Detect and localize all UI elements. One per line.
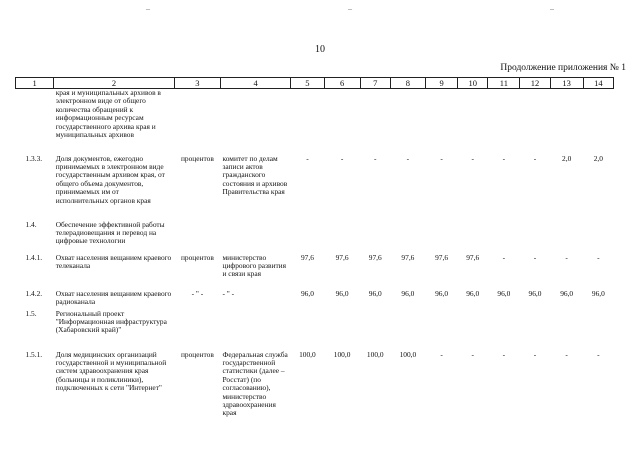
value-cell: - — [471, 349, 474, 359]
responsible-cell: министерство цифрового развития и связи края — [222, 252, 287, 279]
value-cell: - — [502, 153, 506, 163]
unit-cell — [174, 89, 220, 155]
value-cell: - — [306, 153, 309, 163]
column-header-12: 12 — [520, 78, 550, 89]
value-cell — [390, 89, 425, 155]
value-cell — [425, 310, 457, 351]
value-cell: - — [471, 153, 474, 163]
unit-cell: - " - — [191, 288, 204, 298]
value-cell: 2,0 — [562, 153, 572, 163]
column-header-7: 7 — [360, 78, 390, 89]
value-cell — [520, 310, 550, 351]
value-cell: - — [533, 252, 537, 262]
column-header-5: 5 — [291, 78, 324, 89]
value-cell: - — [597, 349, 600, 359]
value-cell: 100,0 — [299, 349, 316, 359]
value-cell: 97,6 — [300, 252, 314, 262]
value-cell — [425, 221, 457, 254]
scan-mark-3: _ — [550, 2, 554, 11]
value-cell: 96,0 — [401, 288, 415, 298]
unit-cell: процентов — [180, 153, 214, 163]
value-cell: - — [440, 349, 443, 359]
value-cell: 96,0 — [335, 288, 349, 298]
value-cell: 96,0 — [497, 288, 511, 298]
row-number: 1.5.1. — [25, 349, 43, 359]
value-cell: 96,0 — [591, 288, 605, 298]
scan-mark-2: _ — [348, 2, 352, 11]
value-cell — [324, 221, 360, 254]
column-header-13: 13 — [550, 78, 583, 89]
value-cell: 97,6 — [401, 252, 415, 262]
indicators-table — [15, 77, 614, 423]
column-header-6: 6 — [324, 78, 360, 89]
column-header-4: 4 — [221, 78, 291, 89]
column-header-3: 3 — [174, 78, 220, 89]
value-cell: 100,0 — [399, 349, 417, 359]
value-cell: - — [502, 252, 506, 262]
value-cell — [291, 221, 324, 254]
value-cell: 2,0 — [593, 153, 603, 163]
value-cell: 96,0 — [528, 288, 542, 298]
responsible-cell — [221, 221, 291, 254]
value-cell: - — [565, 349, 568, 359]
row-number — [16, 89, 54, 155]
row-number: 1.4.1. — [25, 252, 43, 262]
column-header-9: 9 — [425, 78, 457, 89]
value-cell — [458, 310, 488, 351]
column-header-8: 8 — [390, 78, 425, 89]
value-cell: 97,6 — [335, 252, 349, 262]
indicator-name: Доля документов, ежегодно принимаемых в электронном виде государственным архивом края, от общего объема документов, принимаемых им от исполнительных органов края — [55, 153, 165, 205]
column-header-2: 2 — [54, 78, 175, 89]
table-row — [16, 155, 614, 221]
value-cell — [458, 89, 488, 155]
value-cell — [390, 221, 425, 254]
table-row — [16, 310, 614, 351]
value-cell — [291, 89, 324, 155]
responsible-cell — [221, 89, 291, 155]
column-header-10: 10 — [458, 78, 488, 89]
indicator-name: Обеспечение эффективной работы телерадиовещания и перевод на цифровые технологии — [55, 219, 165, 246]
value-cell — [550, 221, 583, 254]
value-cell — [458, 221, 488, 254]
value-cell — [324, 89, 360, 155]
value-cell: 100,0 — [366, 349, 384, 359]
table-row — [16, 351, 614, 423]
value-cell: - — [340, 153, 344, 163]
table-body — [16, 89, 614, 423]
value-cell — [488, 221, 520, 254]
value-cell — [520, 89, 550, 155]
responsible-cell: - " - — [222, 288, 235, 298]
column-header-11: 11 — [488, 78, 520, 89]
row-number: 1.4.2. — [25, 288, 43, 298]
value-cell: - — [374, 153, 377, 163]
value-cell — [360, 221, 390, 254]
responsible-cell — [221, 310, 291, 351]
value-cell — [488, 89, 520, 155]
value-cell: - — [406, 153, 410, 163]
page-number: 10 — [315, 44, 325, 55]
indicator-name: Региональный проект "Информационная инфраструктура (Хабаровский край)" — [55, 308, 167, 335]
row-number: 1.5. — [25, 308, 37, 318]
value-cell: - — [597, 252, 600, 262]
unit-cell: процентов — [180, 252, 214, 262]
value-cell — [550, 89, 583, 155]
table-row — [16, 89, 614, 155]
value-cell — [488, 310, 520, 351]
column-header-14: 14 — [583, 78, 613, 89]
value-cell — [324, 310, 360, 351]
value-cell — [583, 221, 613, 254]
value-cell: - — [502, 349, 506, 359]
responsible-cell: комитет по делам записи актов гражданского состояния и архивов Правительства края — [222, 153, 288, 197]
value-cell — [390, 310, 425, 351]
value-cell: 97,6 — [435, 252, 449, 262]
appendix-continuation: Продолжение приложения № 1 — [500, 63, 626, 73]
value-cell: - — [440, 153, 443, 163]
column-header-1: 1 — [16, 78, 54, 89]
value-cell: 96,0 — [300, 288, 314, 298]
responsible-cell: Федеральная служба государственной статистики (далее – Росстат) (по согласованию), министерство здравоохранения края — [222, 349, 288, 418]
indicator-name: края и муниципальных архивов в электронном виде от общего количества обращений к информационным ресурсам государственного архива края и муниципальных архивов — [55, 88, 161, 140]
table-row — [16, 290, 614, 310]
value-cell: 96,0 — [560, 288, 574, 298]
value-cell — [520, 221, 550, 254]
value-cell — [291, 310, 324, 351]
unit-cell: процентов — [180, 349, 214, 359]
value-cell — [583, 89, 613, 155]
value-cell: 96,0 — [466, 288, 480, 298]
value-cell: 100,0 — [333, 349, 351, 359]
unit-cell — [174, 310, 220, 351]
unit-cell — [174, 221, 220, 254]
value-cell: - — [533, 153, 537, 163]
value-cell — [360, 89, 390, 155]
table-row — [16, 221, 614, 254]
indicator-name: Доля медицинских организаций государственной и муниципальной систем здравоохранения края (больницы и поликлиники), подключенных к сети "Интернет" — [55, 349, 167, 393]
row-number: 1.3.3. — [25, 153, 43, 163]
value-cell: 96,0 — [368, 288, 382, 298]
value-cell: - — [565, 252, 568, 262]
table-header-row — [16, 78, 614, 89]
value-cell — [550, 310, 583, 351]
value-cell — [425, 89, 457, 155]
value-cell: 97,6 — [368, 252, 382, 262]
indicator-name: Охват населения вещанием краевого радиоканала — [55, 288, 172, 306]
value-cell — [360, 310, 390, 351]
indicator-name: Охват населения вещанием краевого телеканала — [55, 252, 172, 270]
value-cell: - — [533, 349, 537, 359]
value-cell: 96,0 — [435, 288, 449, 298]
scan-mark-1: _ — [146, 2, 150, 11]
table-row — [16, 254, 614, 290]
value-cell: 97,6 — [466, 252, 480, 262]
value-cell — [583, 310, 613, 351]
row-number: 1.4. — [25, 219, 37, 229]
